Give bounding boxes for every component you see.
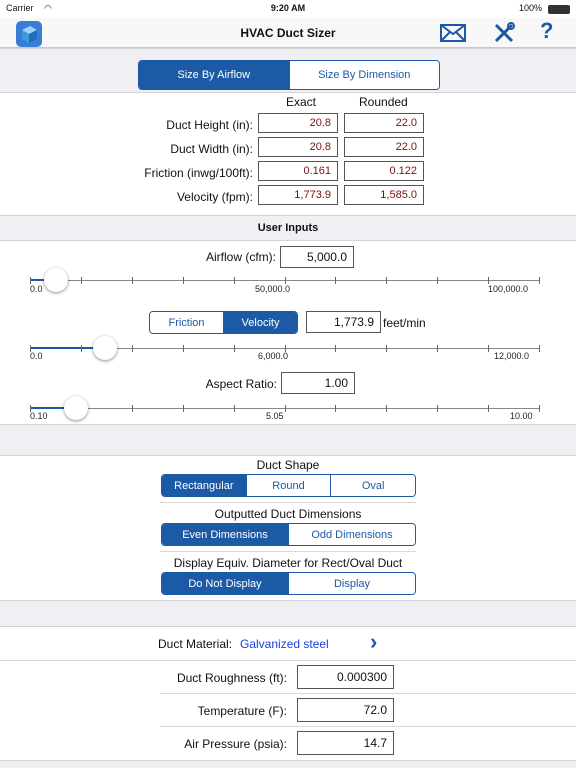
air-pressure-input[interactable]: 14.7 xyxy=(297,731,394,755)
slider-tick xyxy=(539,277,540,284)
slider-tick xyxy=(132,405,133,412)
do-not-display[interactable]: Do Not Display xyxy=(162,573,288,594)
dimensions-control xyxy=(161,523,416,546)
aspect-ratio-input[interactable]: 1.00 xyxy=(281,372,355,394)
slider-tick xyxy=(539,345,540,352)
material-spacer xyxy=(0,600,576,627)
even-dimensions[interactable]: Even Dimensions xyxy=(162,524,288,545)
aspect-min-label: 0.10 xyxy=(30,411,48,421)
slider-tick xyxy=(335,345,336,352)
temperature-label: Temperature (F): xyxy=(197,704,287,718)
velocity-input[interactable]: 1,773.9 xyxy=(306,311,381,333)
chevron-right-icon[interactable]: › xyxy=(370,629,378,654)
velocity-rounded: 1,585.0 xyxy=(344,185,424,205)
slider-tick xyxy=(81,277,82,284)
user-inputs-header: User Inputs xyxy=(257,222,319,234)
airflow-label: Airflow (cfm): xyxy=(206,250,276,264)
airflow-max-label: 100,000.0 xyxy=(488,284,529,294)
nav-bar xyxy=(0,18,576,48)
airflow-min-label: 0.0 xyxy=(30,284,43,294)
dimensions-title: Outputted Duct Dimensions xyxy=(214,507,362,521)
slider-tick xyxy=(437,345,438,352)
slider-tick xyxy=(183,277,184,284)
material-label: Duct Material: xyxy=(158,637,233,651)
slider-knob[interactable] xyxy=(93,336,117,360)
display[interactable]: Display xyxy=(288,573,415,594)
slider-tick xyxy=(30,277,31,284)
slider-tick xyxy=(488,277,489,284)
slider-tick xyxy=(183,405,184,412)
duct-height-exact: 20.8 xyxy=(258,113,338,133)
duct-height-rounded: 22.0 xyxy=(344,113,424,133)
tab-friction[interactable]: Friction xyxy=(150,312,223,333)
col-rounded-header: Rounded xyxy=(359,95,408,109)
slider-tick xyxy=(488,345,489,352)
slider-tick xyxy=(335,277,336,284)
carrier-label: Carrier xyxy=(6,3,34,13)
duct-width-rounded: 22.0 xyxy=(344,137,424,157)
material-row[interactable] xyxy=(0,627,576,660)
friction-rounded: 0.122 xyxy=(344,161,424,181)
divider xyxy=(160,726,576,727)
slider-tick xyxy=(285,277,286,284)
slider-tick xyxy=(386,345,387,352)
velocity-mid-label: 6,000.0 xyxy=(258,351,289,361)
equiv-title: Display Equiv. Diameter for Rect/Oval Duct xyxy=(173,556,403,570)
slider-tick xyxy=(335,405,336,412)
tab-size-by-airflow[interactable]: Size By Airflow xyxy=(139,61,289,89)
status-bar xyxy=(0,0,576,18)
temperature-input[interactable]: 72.0 xyxy=(297,698,394,722)
aspect-max-label: 10.00 xyxy=(510,411,533,421)
duct-width-exact: 20.8 xyxy=(258,137,338,157)
options-spacer xyxy=(0,424,576,456)
shape-oval[interactable]: Oval xyxy=(330,475,415,496)
equiv-control xyxy=(161,572,416,595)
tools-icon[interactable] xyxy=(492,21,516,50)
slider-tick xyxy=(132,277,133,284)
tab-velocity[interactable]: Velocity xyxy=(223,312,297,333)
aspect-ratio-label: Aspect Ratio: xyxy=(205,377,277,391)
slider-tick xyxy=(234,277,235,284)
friction-velocity-control xyxy=(149,311,298,334)
material-value: Galvanized steel xyxy=(240,637,329,651)
friction-exact: 0.161 xyxy=(258,161,338,181)
battery-percent: 100% xyxy=(518,3,542,13)
mode-segmented-control xyxy=(138,60,440,90)
divider xyxy=(160,693,576,694)
airflow-mid-label: 50,000.0 xyxy=(255,284,291,294)
page-title: HVAC Duct Sizer xyxy=(240,26,336,40)
tab-size-by-dimension[interactable]: Size By Dimension xyxy=(289,61,440,89)
velocity-label: Velocity (fpm): xyxy=(176,190,253,204)
slider-tick xyxy=(234,345,235,352)
slider-tick xyxy=(81,345,82,352)
friction-label: Friction (inwg/100ft): xyxy=(144,166,253,180)
roughness-label: Duct Roughness (ft): xyxy=(176,671,287,685)
aspect-mid-label: 5.05 xyxy=(266,411,284,421)
slider-tick xyxy=(183,345,184,352)
slider-knob[interactable] xyxy=(64,396,88,420)
divider xyxy=(160,502,416,503)
slider-tick xyxy=(539,405,540,412)
duct-height-label: Duct Height (in): xyxy=(166,118,253,132)
shape-rectangular[interactable]: Rectangular xyxy=(162,475,246,496)
wifi-icon: ◠ xyxy=(44,3,52,13)
roughness-input[interactable]: 0.000300 xyxy=(297,665,394,689)
duct-shape-title: Duct Shape xyxy=(256,458,320,472)
aspect-ratio-slider[interactable] xyxy=(30,398,540,418)
slider-tick xyxy=(234,405,235,412)
slider-tick xyxy=(285,405,286,412)
battery-icon xyxy=(548,5,570,14)
odd-dimensions[interactable]: Odd Dimensions xyxy=(288,524,415,545)
shape-round[interactable]: Round xyxy=(246,475,331,496)
slider-tick xyxy=(488,405,489,412)
help-icon[interactable]: ? xyxy=(540,18,554,43)
status-time: 9:20 AM xyxy=(270,3,306,13)
divider xyxy=(160,551,416,552)
slider-tick xyxy=(386,405,387,412)
velocity-unit: feet/min xyxy=(383,316,426,330)
velocity-max-label: 12,000.0 xyxy=(494,351,530,361)
duct-width-label: Duct Width (in): xyxy=(170,142,253,156)
duct-shape-control xyxy=(161,474,416,497)
slider-tick xyxy=(386,277,387,284)
bottom-spacer xyxy=(0,760,576,768)
mail-icon[interactable] xyxy=(440,24,466,47)
velocity-min-label: 0.0 xyxy=(30,351,43,361)
air-pressure-label: Air Pressure (psia): xyxy=(184,737,287,751)
slider-tick xyxy=(437,277,438,284)
slider-knob[interactable] xyxy=(44,268,68,292)
divider xyxy=(0,660,576,661)
col-exact-header: Exact xyxy=(286,95,317,109)
velocity-exact: 1,773.9 xyxy=(258,185,338,205)
slider-tick xyxy=(437,405,438,412)
slider-tick xyxy=(132,345,133,352)
airflow-input[interactable]: 5,000.0 xyxy=(280,246,354,268)
